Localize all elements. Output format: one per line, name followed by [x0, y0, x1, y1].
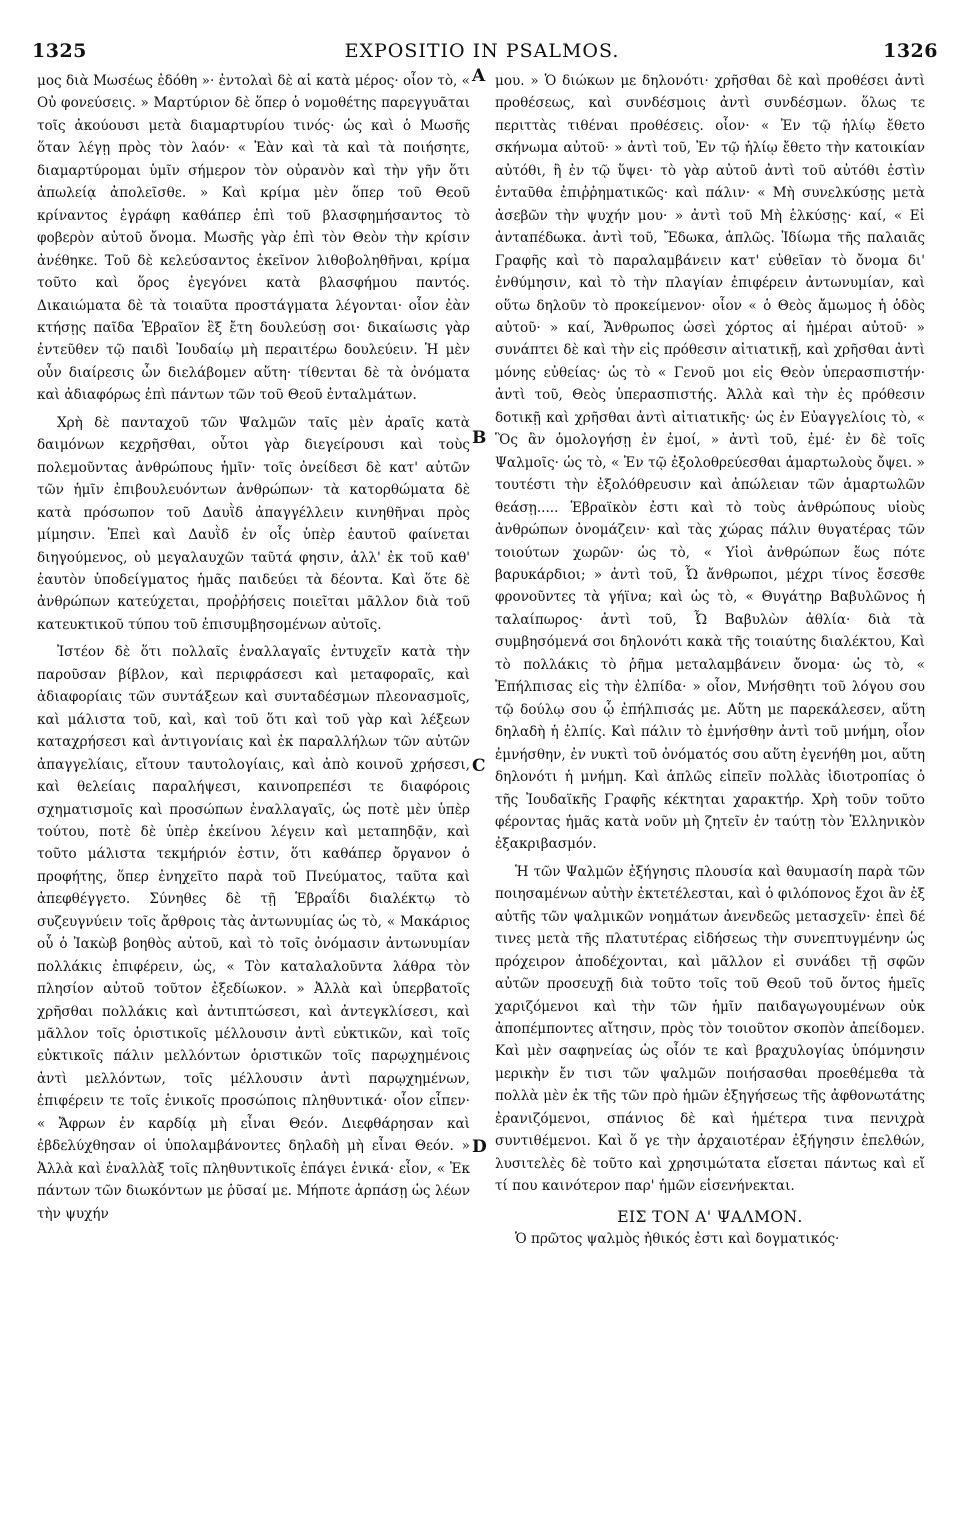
- page-number-right: 1326: [883, 40, 938, 62]
- paragraph: μος διὰ Μωσέως ἐδόθη »· ἐντολαὶ δὲ αἱ κατὰ μέρος· οἷον τὸ, « Οὐ φονεύσεις. » Μαρτύριον δὲ ὅπερ ὁ νομοθέτης παρεγγυᾶται τοῖς ἀκούουσι μετὰ διαμαρτυρίου τινός· ὡς καὶ ὁ Μωσῆς ὅταν λέγῃ πρὸς τὸν λαόν· « Ἐὰν καὶ τὰ καὶ τὰ ποιήσητε, διαμαρτύρομαι ὑμῖν σήμερον τὸν οὐρανὸν καὶ τὴν γῆν ὅτι ἀπωλείᾳ ἀπολεῖσθε. » Καὶ κρίμα μὲν ὅπερ τοῦ Θεοῦ κρίναντος ἐγράφη καθάπερ ἐπὶ τοῦ βλασφημήσαντος τὸ φοβερὸν αὐτοῦ ὄνομα. Μωσῆς γὰρ ἐπὶ τὸν Θεὸν τὴν κρίσιν ἀνέθηκε. Τοῦ δὲ κελεύσαντος ἐκεῖνον λιθοβοληθῆναι, κρίμα τοῦτο καὶ ὅρος ἐγεγόνει κατὰ βλασφήμου παντός. Δικαιώματα δὲ τὰ τοιαῦτα προστάγματα λέγονται· οἷον ἐὰν κτήσῃς παῖδα Ἑβραῖον ἓξ ἔτη δουλεύσῃ σοι· δικαίωσις γὰρ ἐντεῦθεν τῷ παιδὶ Ἰουδαίῳ μὴ περαιτέρω δουλεύειν. Ἡ μὲν οὖν διαίρεσις ὧν διελάβομεν αὕτη· τίθενται δὲ τὰ ὀνόματα καὶ ἀδιαφόρως ἐπὶ πάντων τῶν τοῦ Θεοῦ ἐνταλμάτων.: [37, 73, 470, 404]
- margin-marker-b: B: [472, 428, 487, 448]
- left-column: [37, 70, 470, 1530]
- margin-marker-a: A: [472, 66, 486, 86]
- paragraph: μου. » Ὁ διώκων με δηλονότι· χρῆσθαι δὲ καὶ προθέσει ἀντὶ προθέσεως, καὶ συνδέσμοις ἀντὶ συνδέσμων. ὅλως τε περιττὰς τιθέναι προθέσεις. οἷον· « Ἐν τῷ ἡλίῳ ἔθετο σκήνωμα αὐτοῦ· » ἀντὶ τοῦ, Ἐν τῷ ἡλίῳ ἔθετο τὴν κατοικίαν αὐτόθι, ἢ ἐν τῷ ὕψει· τὸ γὰρ αὐτοῦ ἀντὶ τοῦ αὐτόθι ἐστὶν ἐνταῦθα ἐπιῤῥηματικῶς· καὶ πάλιν· « Μὴ συνελκύσῃς μετὰ ἀσεβῶν τὴν ψυχήν μου· » ἀντὶ τοῦ Μὴ ἑλκύσῃς· καί, « Εἰ ἀνταπέδωκα. ἀντὶ τοῦ, Ἔδωκα, ἁπλῶς. Ἰδίωμα τῆς παλαιᾶς Γραφῆς καὶ τὸ παραλαμβάνειν κατ' εὐθεῖαν τὸ ὄνομα δι' ἐνθύμησιν, καὶ τὸ τὴν πλαγίαν ἐπιφέρειν ἀντωνυμίαν, καὶ οὕτω δηλοῦν τὸ προκείμενον· οἷον « ὁ Θεὸς ἄμωμος ἡ ὁδὸς αὐτοῦ· » καί, Ἄνθρωπος ὡσεὶ χόρτος αἱ ἡμέραι αὐτοῦ· » συνάπτει δὲ καὶ τὴν εἰς πρόθεσιν αἰτιατικῇ, καὶ χρῆσθαι ἀντὶ μόνης εὐθείας· ὡς τὸ « Γενοῦ μοι εἰς Θεὸν ὑπερασπιστήν· ἀντὶ τοῦ, Θεὸς ὑπερασπιστής. Ἀλλὰ καὶ τὴν ἐς πρόθεσιν δοτικῇ καὶ χρῆσθαι ἀντὶ αἰτιατικῆς· ὡς ἐν Εὐαγγελίοις τὸ, « Ὃς ἂν ὁμολογήσῃ ἐν ἐμοί, » ἀντὶ τοῦ, ἐμέ· ἐν δὲ τοῖς Ψαλμοῖς· ὡς τὸ, « Ἐν τῷ ἐξολοθρεύεσθαι ἁμαρτωλοὺς ὄψει. » τουτέστι τὴν ἐξολόθρευσιν καὶ ἀπώλειαν τῶν ἁμαρτωλῶν θεάσῃ..... Ἑβραϊκὸν ἐστι καὶ τὸ τοὺς ἀνθρώπους υἱοὺς ἀνθρώπων ὀνομάζειν· καὶ τὰς χώρας πάλιν θυγατέρας τῶν τοιούτων χωρῶν· ὡς τὸ, « Υἱοὶ ἀνθρώπων ἕως πότε βαρυκάρδιοι; » ἀντὶ τοῦ, Ὦ ἄνθρωποι, μέχρι τίνος ἔσεσθε φρονοῦντες τὰ γήϊνα; καὶ ὡς τὸ, « Θυγάτηρ Βαβυλῶνος ἡ ταλαίπωρος· ἀντὶ τοῦ, Ὦ Βαβυλὼν ἀθλία· διὰ τὰ συμβησόμενά σοι δηλονότι κακὰ τῆς τοιαύτης διαλέκτου, Καὶ τὸ πολλάκις τὸ ῥῆμα μεταλαμβάνειν ὄνομα· ὡς τὸ, « Ἐπήλπισας εἰς τὴν ἐλπίδα· » οἷον, Μνήσθητι τοῦ λόγου σου τῷ δούλῳ σου ᾧ ἐπήλπισάς με. Αὕτη με παρεκάλεσεν, αὕτη δηλαδὴ ἡ ἐλπίς. Καὶ πάλιν τὸ ἐμνήσθην ἀντὶ τοῦ μνήμη, οἷον ἐμνήσθην, ἐν νυκτὶ τοῦ ὀνόματός σου αὕτη ἐγενήθη μοι, αὕτη δηλονότι ἡ μνήμη. Καὶ ἁπλῶς εἰπεῖν πολλὰς ἰδιοτροπίας ὁ τῆς Ἰουδαϊκῆς Γραφῆς κέκτηται χαρακτήρ. Χρὴ τοῦν τοῦτο φέροντας ἡμᾶς κατὰ νοῦν μὴ ζητεῖν ἐν ταύτῃ τὸν Ἑλληνικὸν ἐξακριβασμόν.: [495, 73, 925, 853]
- paragraph: Ἡ τῶν Ψαλμῶν ἐξήγησις πλουσία καὶ θαυμασίη παρὰ τῶν ποιησαμένων αὐτὴν ἐκτετέλεσται, καὶ ὁ φιλόπονος ἔχοι ἂν ἐξ αὐτῆς τῶν ψαλμικῶν νοημάτων ἀνενδεῶς μετασχεῖν· ἐπεὶ δέ τινες μετὰ τῆς πλατυτέρας εἰδήσεως τὴν συνεπτυγμένην ὡς πρόχειρον ἀποδέχονται, καὶ μᾶλλον εἰ συνάδει τῇ σφῶν αὐτῶν προσευχῇ διὰ τοῦτο τοῖς τοῦ Θεοῦ τοῦ ὄντος ἡμεῖς χαριζόμενοι καὶ τὴν τῶν ἡμῖν παιδαγωγουμένων οὐκ ἀποπέμποντες αἴτησιν, πρὸς τὸν τοιοῦτον σκοπὸν ἀπείδομεν. Καὶ μὲν σαφηνείας ὡς οἷόν τε καὶ βραχυλογίας ὑπόμνησιν μερικὴν ἔν τισι τῶν ψαλμῶν ποιήσασθαι προεθέμεθα τὰ πολλὰ μὲν ἐκ τῆς τῶν πρὸ ἡμῶν ἐξηγήσεως τῆς ἀφθονωτάτης ἐρανιζόμενοι, σπάνιος δὲ καὶ ἡμέτερα τινα πενιχρὰ συντιθέμενοι. Καὶ ὅ γε τὴν ἀρχαιοτέραν ἐξήγησιν ἐπελθών, λυσιτελὲς δὲ τοῦτο καὶ χρησιμώτατα εἴσεται πάντως καὶ εἴ τί που καινότερον παρ' ἡμῶν εἰσενήνεκται.: [495, 863, 925, 1195]
- paragraph: Ὁ πρῶτος ψαλμὸς ἠθικός ἐστι καὶ δογματικός·: [515, 1231, 840, 1248]
- page-header: [22, 40, 942, 66]
- section-heading: ΕΙΣ ΤΟΝ Α' ΨΑΛΜΟΝ.: [617, 1207, 803, 1226]
- right-column: [495, 70, 925, 1530]
- page-number-left: 1325: [32, 40, 87, 62]
- paragraph: Ἰστέον δὲ ὅτι πολλαῖς ἐναλλαγαῖς ἐντυχεῖν κατὰ τὴν παροῦσαν βίβλον, καὶ περιφράσεσι καὶ μεταφοραῖς, καὶ ἀδιαφορίαις τῶν συντάξεων καὶ συνταδέσμων πλεονασμοῖς, καὶ μάλιστα τοῦ, καὶ, καὶ τοῦ ὅτι καὶ τοῦ γὰρ καὶ λέξεων καταχρήσεσι καὶ ἀντιγονίαις καὶ ἐκ παραλλήλων τῶν αὐτῶν ἀπαγγελίαις, εἴτουν ταυτολογίαις, καὶ ἀπὸ κοινοῦ χρήσεσι, καὶ θελείαις παραλήψεσι, καινοπρεπέσι τε διαφόροις σχηματισμοῖς καὶ προσώπων ἐναλλαγαῖς, ὡς ποτὲ μὲν ὑπὲρ τούτου, ποτὲ δὲ ὑπὲρ ἐκείνου λέγειν καὶ μεταπηδᾷν, καὶ τοῦτο μάλιστα τεκμήριόν ἐστιν, ὅτι καθάπερ ὄργανον ὁ προφήτης, ὅπερ ἐνηχεῖτο παρὰ τοῦ Πνεύματος, ταῦτα καὶ ἀπεφθέγγετο. Σύνηθες δὲ τῇ Ἑβραΐδι διαλέκτῳ τὸ συζευγνύειν τοῖς ἄρθροις τὰς ἀντωνυμίας ὡς τὸ, « Μακάριος οὗ ὁ Ἰακὼβ βοηθὸς αὐτοῦ, καὶ τὸ τοῖς ὀνόμασιν ἀντωνυμίαν πολλάκις ἐπιφέρειν, ὡς, « Τὸν καταλαλοῦντα λάθρα τὸν πλησίον αὐτοῦ τοῦτον ἐξεδίωκον. » Ἀλλὰ καὶ ὑπερβατοῖς χρῆσθαι πολλάκις καὶ ἀντιπτώσεσι, καὶ ἀντεγκλίσεσι, καὶ μᾶλλον τοῖς ὁριστικοῖς μέλλουσιν ἀντὶ εὐκτικῶν, καὶ τοῖς εὐκτικοῖς πάλιν μελλόντων ὁριστικῶν τοῖς παρῳχημένοις ἀντὶ μελλόντων, τοῖς μέλλουσιν ἀντὶ παρῳχημένων, ἐπιφέρειν τε τοῖς ἑνικοῖς προσώποις πληθυντικά· οἷον εἶπεν· « Ἄφρων ἐν καρδίᾳ μὴ εἶναι Θεόν. Διεφθάρησαν καὶ ἐβδελύχθησαν οἱ ὑπολαμβάνοντες δηλαδὴ μὴ εἶναι Θεόν. » Ἀλλὰ καὶ ἐναλλὰξ τοῖς πληθυντικοῖς ἐπάγει ἑνικά· εἶον, « Ἐκ πάντων τῶν διωκόντων με ῥῦσαί με. Μήποτε ἁρπάσῃ ὡς λέων τὴν ψυχήν: [37, 644, 470, 1222]
- margin-marker-d: D: [472, 1137, 487, 1157]
- running-title: EXPOSITIO IN PSALMOS.: [344, 40, 620, 62]
- paragraph: Χρὴ δὲ πανταχοῦ τῶν Ψαλμῶν ταῖς μὲν ἀραῖς κατὰ δαιμόνων κεχρῆσθαι, οὗτοι γὰρ διεγείρουσι καὶ τοὺς πολεμοῦντας ἀνθρώπους ἡμῖν· τοῖς ὀνείδεσι δὲ κατ' αὐτῶν τῶν ἡμῖν ἐπιβουλευόντων ἀνθρώπων· τὰ κατορθώματα δὲ κατὰ πρόσωπον τοῦ Δαυῒδ ἀπαγγέλλειν κινηθῆναι πρὸς μίμησιν. Ἐπεὶ καὶ Δαυῒδ ἐν οἷς ὑπὲρ ἑαυτοῦ φαίνεται διηγούμενος, οὐ μεγαλαυχῶν ταῦτά φησιν, ἀλλ' ἐκ τοῦ καθ' ἑαυτὸν ὑποδείγματος ἡμᾶς παιδεύει τὰ δέοντα. Καὶ ὅτε δὲ ἀνθρώπων κατεύχεται, προῤῥήσεις ποιεῖται μᾶλλον διὰ τοῦ κατευκτικοῦ τύπου τοῦ ἐπισυμβησομένων αὐτοῖς.: [37, 414, 470, 633]
- margin-marker-c: C: [472, 756, 486, 776]
